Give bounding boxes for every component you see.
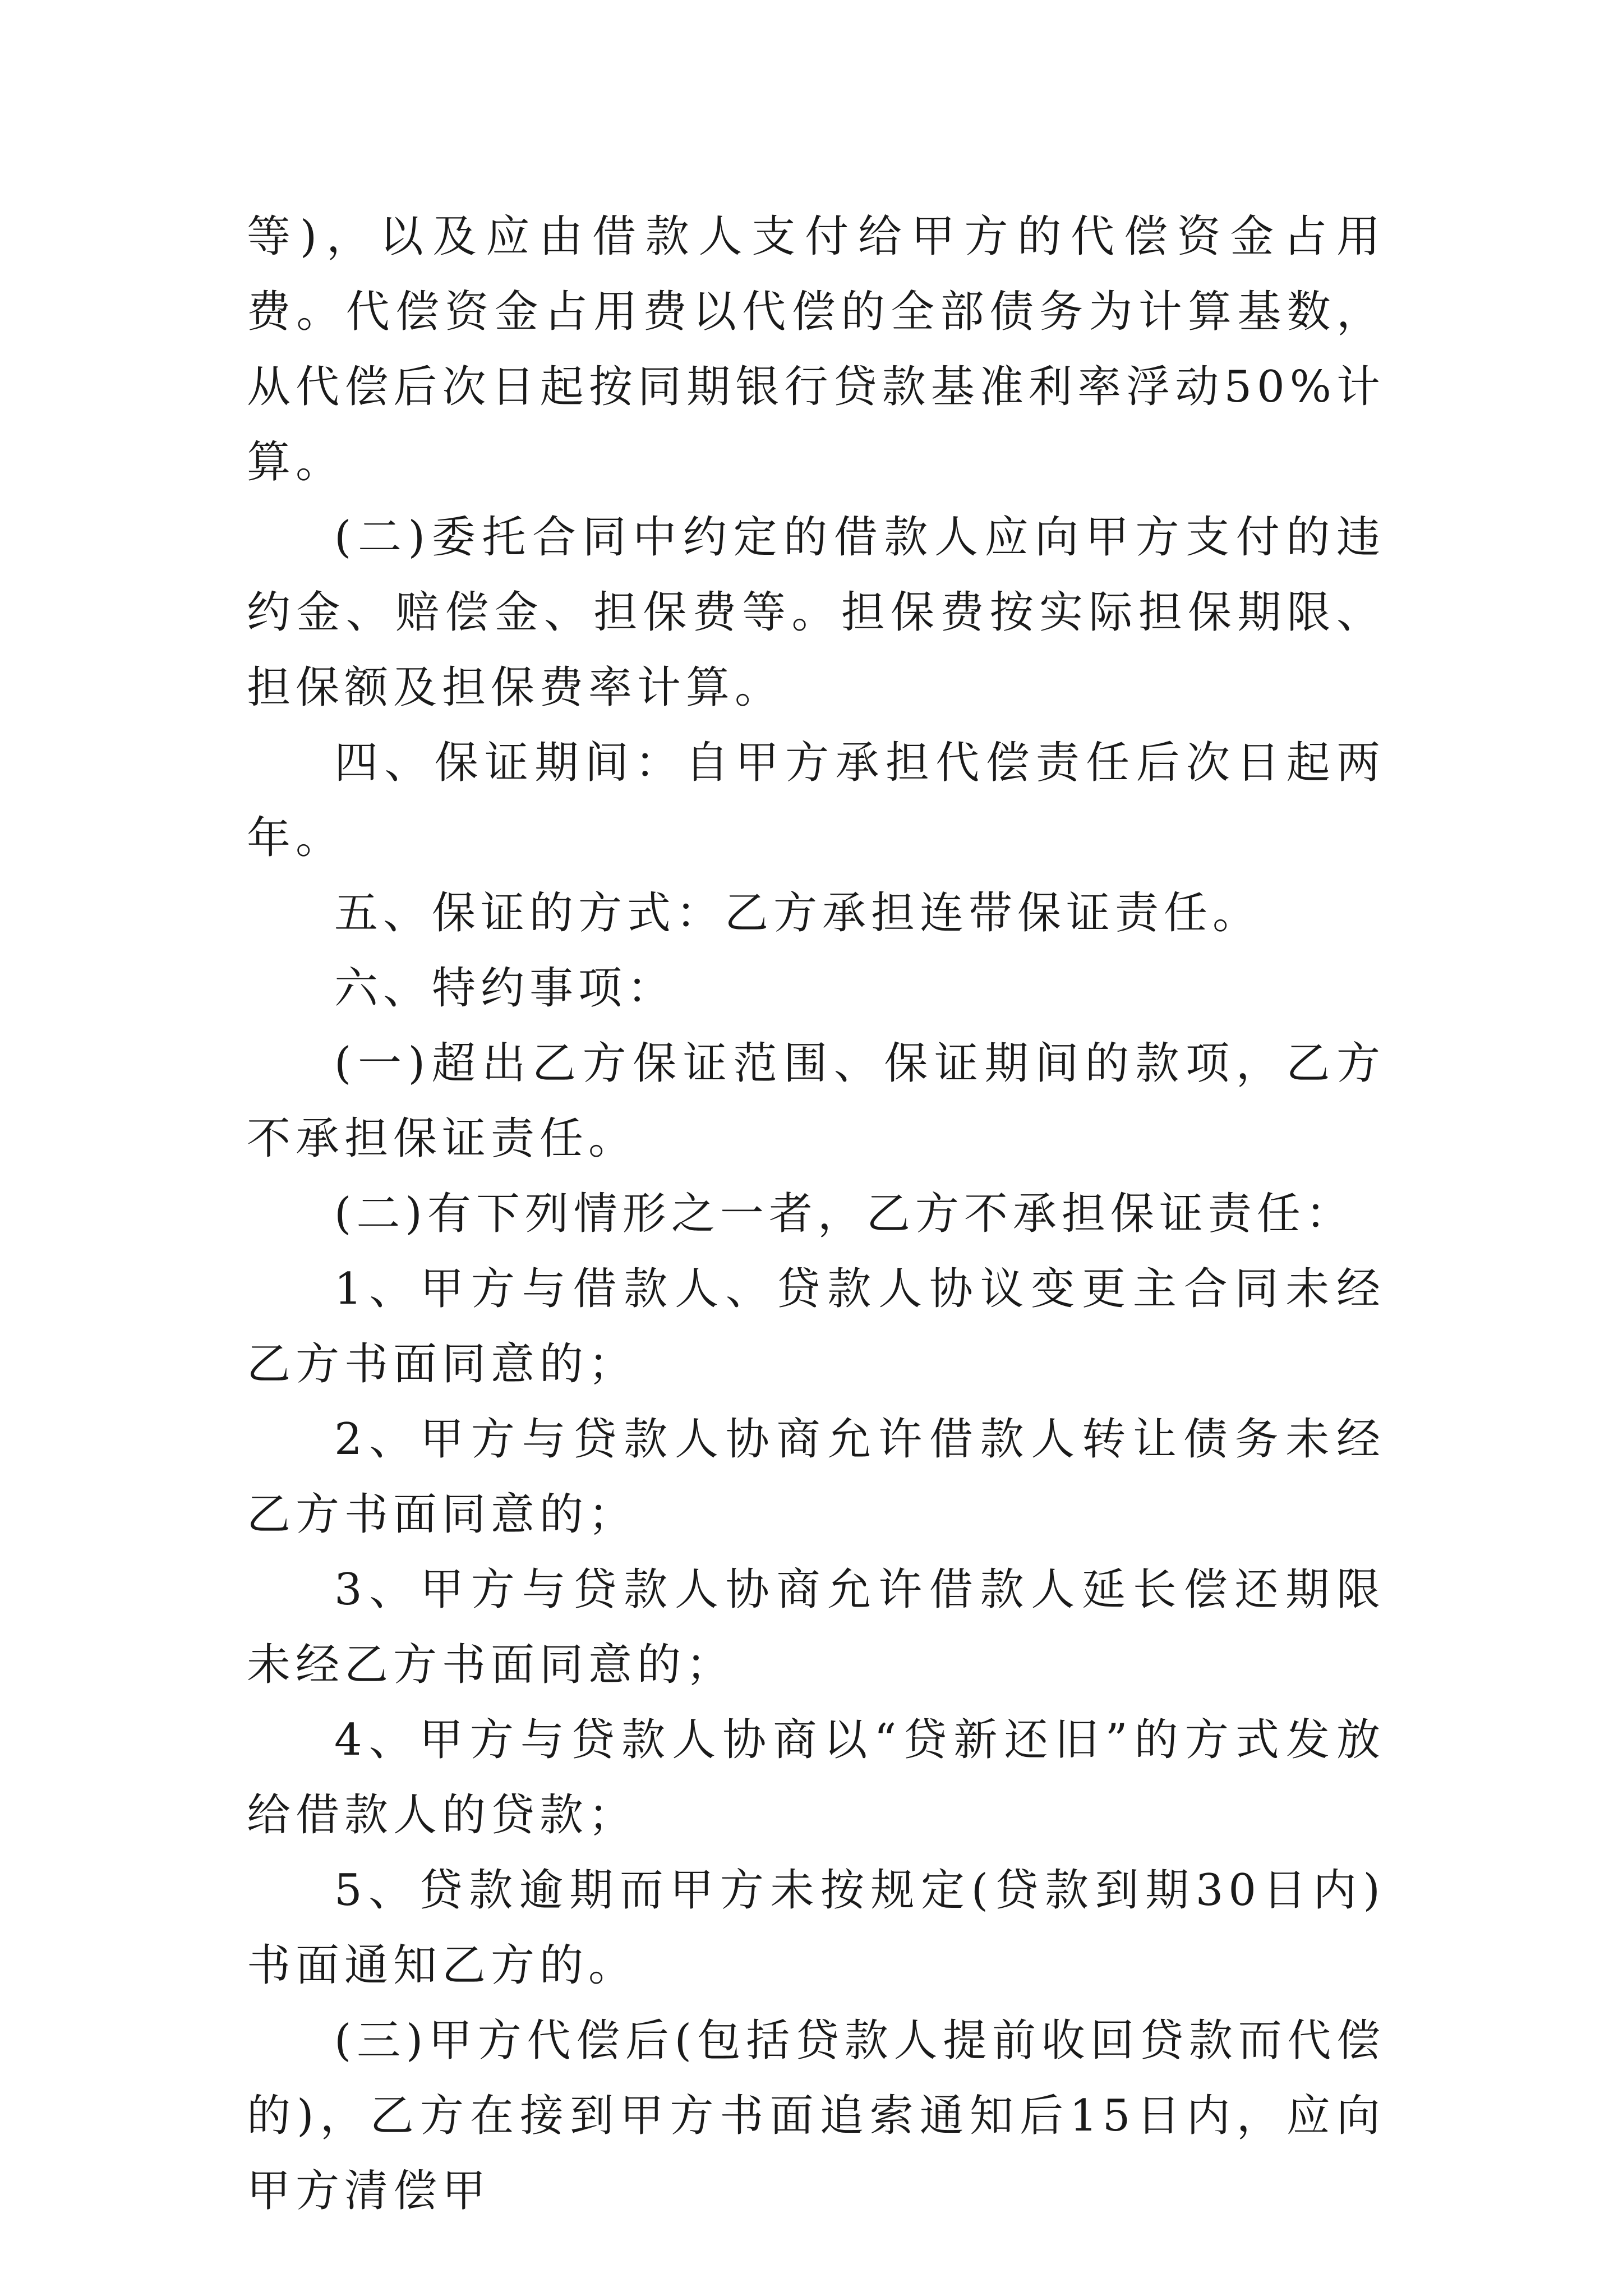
paragraph-11: 4、甲方与贷款人协商以“贷新还旧”的方式发放给借款人的贷款； <box>247 1715 1385 1841</box>
paragraph-9: 2、甲方与贷款人协商允许借款人转让债务未经乙方书面同意的； <box>247 1414 1385 1540</box>
paragraph-10: 3、甲方与贷款人协商允许借款人延长偿还期限未经乙方书面同意的； <box>247 1565 1385 1690</box>
paragraph-12: 5、贷款逾期而甲方未按规定(贷款到期30日内)书面通知乙方的。 <box>247 1865 1385 1991</box>
paragraph-13: (三)甲方代偿后(包括贷款人提前收回贷款而代偿的)，乙方在接到甲方书面追索通知后15日内，应向甲方清偿甲 <box>247 2016 1385 2216</box>
paragraph-5: 六、特约事项： <box>334 963 676 1014</box>
paragraph-3: 四、保证期间：自甲方承担代偿责任后次日起两年。 <box>247 738 1385 863</box>
paragraph-8: 1、甲方与借款人、贷款人协议变更主合同未经乙方书面同意的； <box>247 1264 1385 1389</box>
paragraph-6: (一)超出乙方保证范围、保证期间的款项，乙方不承担保证责任。 <box>247 1038 1385 1164</box>
paragraph-1: 等)，以及应由借款人支付给甲方的代偿资金占用费。代偿资金占用费以代偿的全部债务为计算基数，从代偿后次日起按同期银行贷款基准利率浮动50%计算。 <box>247 211 1385 487</box>
document-body <box>247 199 1385 2229</box>
paragraph-4: 五、保证的方式：乙方承担连带保证责任。 <box>334 888 1262 938</box>
paragraph-7: (二)有下列情形之一者，乙方不承担保证责任： <box>334 1189 1354 1239</box>
paragraph-2: (二)委托合同中约定的借款人应向甲方支付的违约金、赔偿金、担保费等。担保费按实际担保期限、担保额及担保费率计算。 <box>247 512 1385 713</box>
